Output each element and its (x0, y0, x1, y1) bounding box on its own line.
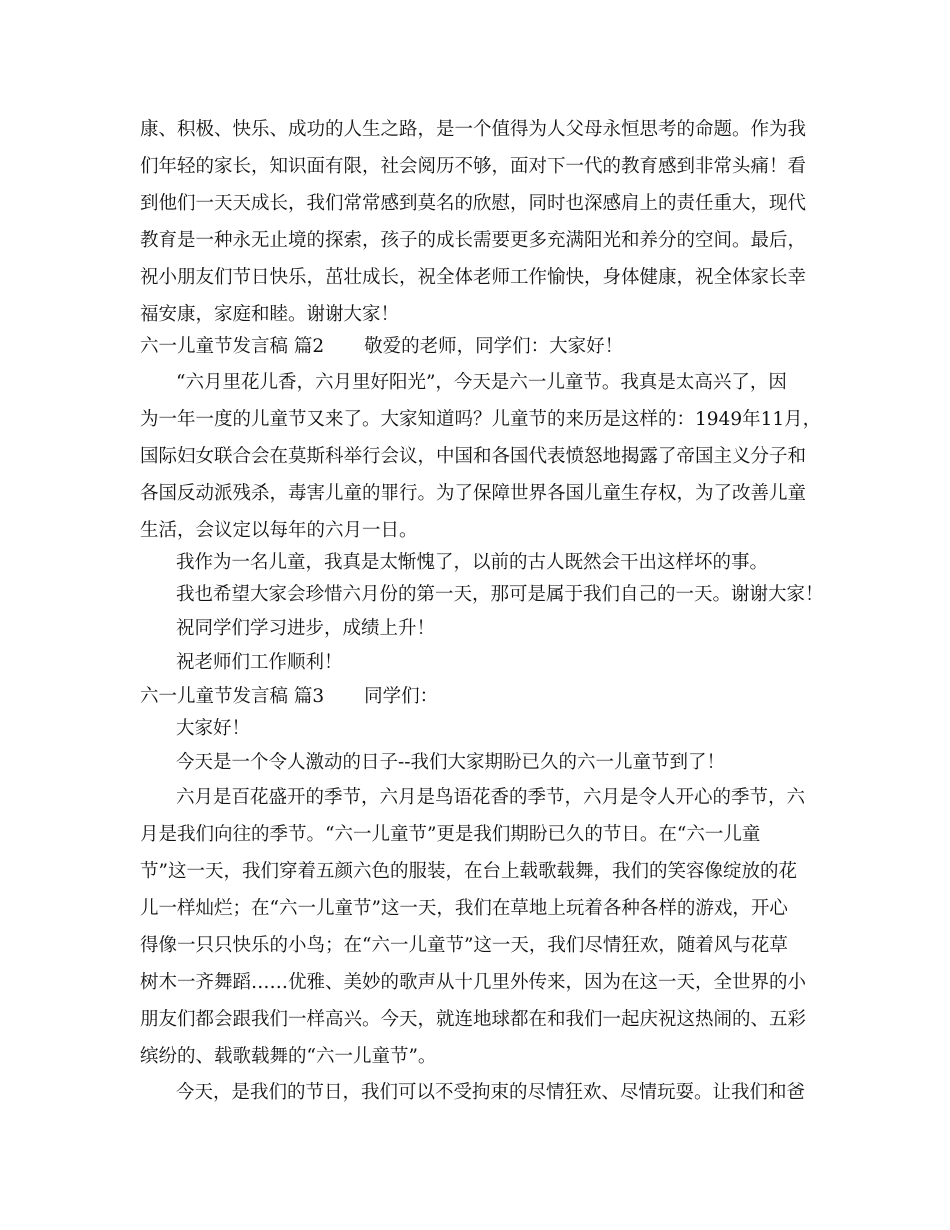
heading-greeting: 同学们： (364, 686, 439, 707)
body-line: 儿一样灿烂；在“六一儿童节”这一天，我们在草地上玩着各种各样的游戏，开心 (140, 898, 788, 919)
body-line: 祝同学们学习进步，成绩上升！ (176, 618, 436, 639)
section-heading (140, 335, 623, 359)
body-line: 祝老师们工作顺利！ (176, 652, 343, 673)
body-line: 生活，会议定以每年的六月一日。 (140, 520, 418, 541)
body-line: 各国反动派残杀，毒害儿童的罪行。为了保障世界各国儿童生存权，为了改善儿童 (140, 483, 807, 504)
body-line: 今天，是我们的节日，我们可以不受拘束的尽情狂欢、尽情玩耍。让我们和爸 (176, 1082, 806, 1103)
body-line: 国际妇女联合会在莫斯科举行会议，中国和各国代表愤怒地揭露了帝国主义分子和 (140, 446, 807, 467)
body-line: 得像一只只快乐的小鸟；在“六一儿童节”这一天，我们尽情狂欢，随着风与花草 (140, 935, 788, 956)
body-line: 今天是一个令人激动的日子--我们大家期盼已久的六一儿童节到了！ (176, 752, 726, 773)
body-line: 们年轻的家长，知识面有限，社会阅历不够，面对下一代的教育感到非常头痛！看 (140, 156, 807, 177)
body-line: 教育是一种永无止境的探索，孩子的成长需要更多充满阳光和养分的空间。最后， (140, 230, 807, 251)
body-line: 缤纷的、载歌载舞的“六一儿童节”。 (140, 1046, 437, 1067)
body-line: 朋友们都会跟我们一样高兴。今天，就连地球都在和我们一起庆祝这热闹的、五彩 (140, 1009, 807, 1030)
body-line: 到他们一天天成长，我们常常感到莫名的欣慰，同时也深感肩上的责任重大，现代 (140, 193, 807, 214)
body-line: 我作为一名儿童，我真是太惭愧了，以前的古人既然会干出这样坏的事。 (176, 552, 769, 573)
body-line: 大家好！ (176, 718, 251, 739)
heading-title: 六一儿童节发言稿 篇3 (140, 686, 325, 707)
body-line: 康、积极、快乐、成功的人生之路，是一个值得为人父母永恒思考的命题。作为我 (140, 119, 807, 140)
heading-title: 六一儿童节发言稿 篇2 (140, 336, 325, 357)
body-line: 月是我们向往的季节。“六一儿童节”更是我们期盼已久的节日。在“六一儿童 (140, 824, 761, 845)
body-line: 为一年一度的儿童节又来了。大家知道吗？儿童节的来历是这样的：1949年11月， (140, 409, 822, 430)
body-line: 祝小朋友们节日快乐，茁壮成长，祝全体老师工作愉快，身体健康，祝全体家长幸 (140, 267, 807, 288)
section-heading (140, 685, 438, 709)
body-line: 树木一齐舞蹈……优雅、美妙的歌声从十几里外传来，因为在这一天，全世界的小 (140, 972, 807, 993)
body-line: 我也希望大家会珍惜六月份的第一天，那可是属于我们自己的一天。谢谢大家！ (176, 584, 824, 605)
body-line: 节”这一天，我们穿着五颜六色的服装，在台上载歌载舞，我们的笑容像绽放的花 (140, 861, 797, 882)
heading-greeting: 敬爱的老师，同学们：大家好！ (364, 336, 624, 357)
body-line: 福安康，家庭和睦。谢谢大家！ (140, 304, 400, 325)
body-line: 六月是百花盛开的季节，六月是鸟语花香的季节，六月是令人开心的季节，六 (176, 787, 806, 808)
body-line: “六月里花儿香，六月里好阳光”，今天是六一儿童节。我真是太高兴了，因 (176, 372, 787, 393)
